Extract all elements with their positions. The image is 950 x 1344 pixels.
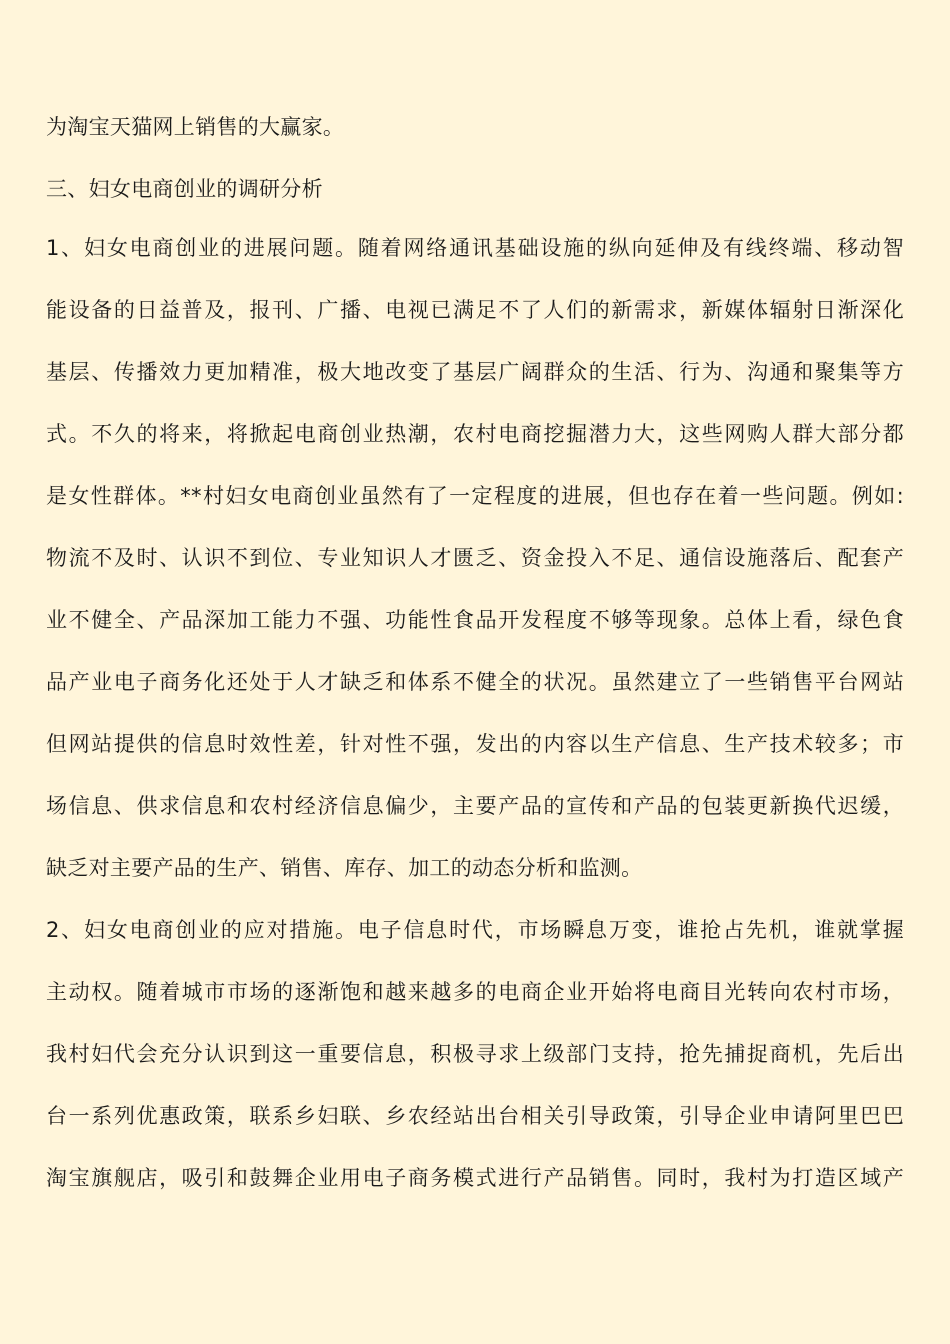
text-line: 1、妇女电商创业的进展问题。随着网络通讯基础设施的纵向延伸及有线终端、移动智 (46, 236, 904, 260)
text-line: 基层、传播效力更加精准，极大地改变了基层广阔群众的生活、行为、沟通和聚集等方 (46, 360, 904, 384)
text-line: 台一系列优惠政策，联系乡妇联、乡农经站出台相关引导政策，引导企业申请阿里巴巴 (46, 1104, 904, 1128)
text-line: 业不健全、产品深加工能力不强、功能性食品开发程度不够等现象。总体上看，绿色食 (46, 608, 904, 632)
text-line: 我村妇代会充分认识到这一重要信息，积极寻求上级部门支持，抢先捕捉商机，先后出 (46, 1042, 904, 1066)
section-heading: 三、妇女电商创业的调研分析 (46, 177, 323, 201)
text-line: 式。不久的将来，将掀起电商创业热潮，农村电商挖掘潜力大，这些网购人群大部分都 (46, 422, 904, 446)
text-line: 能设备的日益普及，报刊、广播、电视已满足不了人们的新需求，新媒体辐射日渐深化 (46, 298, 904, 322)
text-line: 为淘宝天猫网上销售的大赢家。 (46, 115, 345, 139)
text-line: 2、妇女电商创业的应对措施。电子信息时代，市场瞬息万变，谁抢占先机，谁就掌握 (46, 918, 904, 942)
text-line: 品产业电子商务化还处于人才缺乏和体系不健全的状况。虽然建立了一些销售平台网站 (46, 670, 904, 694)
text-line: 物流不及时、认识不到位、专业知识人才匮乏、资金投入不足、通信设施落后、配套产 (46, 546, 904, 570)
text-line: 淘宝旗舰店，吸引和鼓舞企业用电子商务模式进行产品销售。同时，我村为打造区域产 (46, 1166, 904, 1190)
text-line: 主动权。随着城市市场的逐渐饱和越来越多的电商企业开始将电商目光转向农村市场， (46, 980, 904, 1004)
text-line: 场信息、供求信息和农村经济信息偏少，主要产品的宣传和产品的包装更新换代迟缓， (46, 794, 904, 818)
text-line: 是女性群体。**村妇女电商创业虽然有了一定程度的进展，但也存在着一些问题。例如: (46, 484, 904, 508)
text-line: 缺乏对主要产品的生产、销售、库存、加工的动态分析和监测。 (46, 856, 643, 880)
text-line: 但网站提供的信息时效性差，针对性不强，发出的内容以生产信息、生产技术较多；市 (46, 732, 904, 756)
